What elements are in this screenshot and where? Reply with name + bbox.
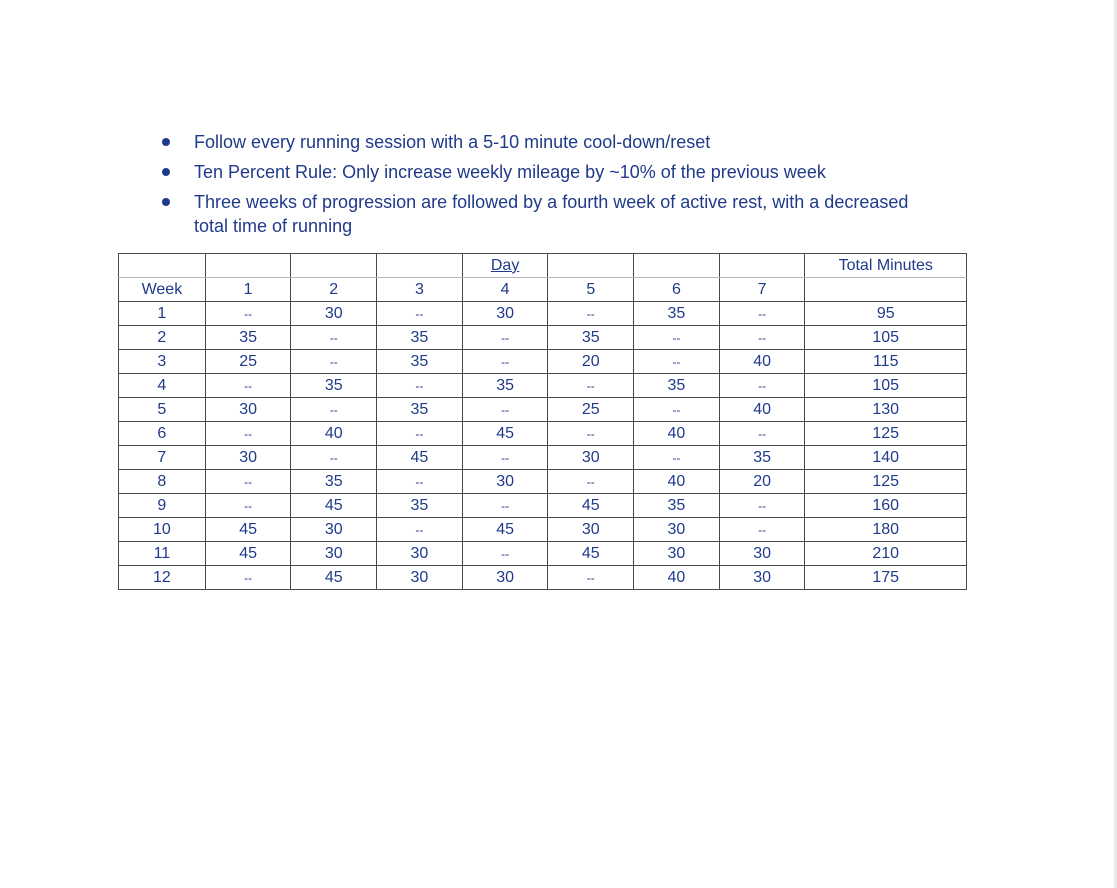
day-minutes-cell: 45 <box>548 542 634 566</box>
day-minutes-cell: -- <box>377 422 463 446</box>
day-minutes-cell: 30 <box>462 470 548 494</box>
day-header-label: Day <box>490 256 520 274</box>
day-minutes-cell: -- <box>719 518 805 542</box>
day-minutes-cell: -- <box>205 566 291 590</box>
header-blank-cell <box>291 254 377 278</box>
table-row <box>119 518 967 542</box>
day-minutes-cell: -- <box>205 374 291 398</box>
day-minutes-cell: 35 <box>377 398 463 422</box>
table-row <box>119 398 967 422</box>
day-minutes-cell: 35 <box>462 374 548 398</box>
day-minutes-cell: 35 <box>291 374 377 398</box>
day-minutes-cell: 30 <box>719 542 805 566</box>
day-minutes-cell: 45 <box>291 494 377 518</box>
total-minutes-cell: 115 <box>805 350 967 374</box>
week-number-cell: 5 <box>119 398 206 422</box>
header-blank-cell <box>719 254 805 278</box>
week-number-cell: 3 <box>119 350 206 374</box>
day-minutes-cell: 35 <box>719 446 805 470</box>
day-minutes-cell: 35 <box>377 494 463 518</box>
day-minutes-cell: 40 <box>291 422 377 446</box>
day-minutes-cell: -- <box>377 374 463 398</box>
day-minutes-cell: 30 <box>291 302 377 326</box>
day-minutes-cell: 45 <box>205 542 291 566</box>
day-minutes-cell: -- <box>205 422 291 446</box>
day-minutes-cell: -- <box>205 470 291 494</box>
header-blank-cell <box>377 254 463 278</box>
day-minutes-cell: -- <box>377 518 463 542</box>
day-minutes-cell: 40 <box>634 422 720 446</box>
day-minutes-cell: -- <box>291 446 377 470</box>
bullet-icon <box>162 168 170 176</box>
day-minutes-cell: -- <box>719 494 805 518</box>
day-minutes-cell: -- <box>462 398 548 422</box>
total-blank-cell <box>805 278 967 302</box>
day-number: 2 <box>291 278 377 302</box>
day-number: 4 <box>462 278 548 302</box>
header-blank-cell <box>548 254 634 278</box>
table-row <box>119 302 967 326</box>
day-minutes-cell: 35 <box>377 326 463 350</box>
day-minutes-cell: -- <box>634 398 720 422</box>
day-minutes-cell: 45 <box>205 518 291 542</box>
day-minutes-cell: -- <box>377 470 463 494</box>
day-minutes-cell: 45 <box>377 446 463 470</box>
header-blank-cell <box>119 254 206 278</box>
day-minutes-cell: -- <box>291 326 377 350</box>
total-minutes-cell: 160 <box>805 494 967 518</box>
day-minutes-cell: -- <box>719 302 805 326</box>
day-minutes-cell: -- <box>548 566 634 590</box>
total-minutes-cell: 175 <box>805 566 967 590</box>
total-minutes-cell: 95 <box>805 302 967 326</box>
day-minutes-cell: -- <box>462 494 548 518</box>
day-minutes-cell: 30 <box>291 542 377 566</box>
day-minutes-cell: -- <box>462 350 548 374</box>
table-row <box>119 422 967 446</box>
day-minutes-cell: 45 <box>462 422 548 446</box>
day-minutes-cell: 35 <box>634 302 720 326</box>
total-minutes-cell: 105 <box>805 374 967 398</box>
day-minutes-cell: 30 <box>377 566 463 590</box>
day-minutes-cell: 25 <box>548 398 634 422</box>
day-minutes-cell: 40 <box>719 398 805 422</box>
guidelines-list <box>160 130 940 244</box>
day-minutes-cell: -- <box>719 422 805 446</box>
day-minutes-cell: 30 <box>634 518 720 542</box>
table-row <box>119 470 967 494</box>
header-blank-cell <box>634 254 720 278</box>
day-minutes-cell: 30 <box>548 446 634 470</box>
day-number: 6 <box>634 278 720 302</box>
day-minutes-cell: 45 <box>291 566 377 590</box>
day-minutes-cell: -- <box>548 470 634 494</box>
week-number-cell: 6 <box>119 422 206 446</box>
day-minutes-cell: 35 <box>548 326 634 350</box>
day-header <box>462 254 548 278</box>
day-minutes-cell: 40 <box>719 350 805 374</box>
day-minutes-cell: 35 <box>377 350 463 374</box>
day-minutes-cell: -- <box>205 494 291 518</box>
guideline-item <box>160 160 940 184</box>
table-header-row <box>119 254 967 278</box>
week-number-cell: 11 <box>119 542 206 566</box>
week-number-cell: 8 <box>119 470 206 494</box>
week-number-cell: 7 <box>119 446 206 470</box>
total-minutes-cell: 105 <box>805 326 967 350</box>
day-minutes-cell: 35 <box>291 470 377 494</box>
guideline-text: Ten Percent Rule: Only increase weekly mileage by ~10% of the previous week <box>194 162 826 182</box>
day-minutes-cell: -- <box>634 446 720 470</box>
day-minutes-cell: 30 <box>377 542 463 566</box>
day-minutes-cell: 40 <box>634 470 720 494</box>
guideline-item <box>160 190 940 238</box>
day-minutes-cell: 45 <box>548 494 634 518</box>
day-minutes-cell: -- <box>291 398 377 422</box>
day-minutes-cell: 35 <box>205 326 291 350</box>
day-minutes-cell: -- <box>634 350 720 374</box>
day-minutes-cell: -- <box>377 302 463 326</box>
table-row <box>119 542 967 566</box>
training-schedule-table <box>118 253 967 590</box>
day-minutes-cell: -- <box>462 446 548 470</box>
day-minutes-cell: -- <box>548 374 634 398</box>
day-minutes-cell: 40 <box>634 566 720 590</box>
day-minutes-cell: 30 <box>462 302 548 326</box>
table-row <box>119 350 967 374</box>
day-minutes-cell: 30 <box>205 398 291 422</box>
day-minutes-cell: 30 <box>634 542 720 566</box>
guideline-text: Three weeks of progression are followed by a fourth week of active rest, with a decreased total time of running <box>194 192 909 236</box>
day-number: 1 <box>205 278 291 302</box>
day-minutes-cell: -- <box>548 422 634 446</box>
week-number-cell: 4 <box>119 374 206 398</box>
day-minutes-cell: 30 <box>548 518 634 542</box>
day-minutes-cell: -- <box>462 326 548 350</box>
total-minutes-cell: 210 <box>805 542 967 566</box>
day-numbers-row <box>119 278 967 302</box>
table-row <box>119 566 967 590</box>
week-header: Week <box>119 278 206 302</box>
day-number: 5 <box>548 278 634 302</box>
table-row <box>119 494 967 518</box>
day-minutes-cell: 35 <box>634 494 720 518</box>
header-blank-cell <box>205 254 291 278</box>
day-minutes-cell: 30 <box>291 518 377 542</box>
bullet-icon <box>162 138 170 146</box>
day-minutes-cell: 45 <box>462 518 548 542</box>
total-minutes-cell: 125 <box>805 470 967 494</box>
table-row <box>119 446 967 470</box>
day-minutes-cell: 35 <box>634 374 720 398</box>
table-row <box>119 326 967 350</box>
total-minutes-cell: 125 <box>805 422 967 446</box>
day-minutes-cell: -- <box>548 302 634 326</box>
total-minutes-cell: 130 <box>805 398 967 422</box>
day-minutes-cell: -- <box>205 302 291 326</box>
guideline-item <box>160 130 940 154</box>
day-minutes-cell: 30 <box>205 446 291 470</box>
day-number: 3 <box>377 278 463 302</box>
guideline-text: Follow every running session with a 5-10 minute cool-down/reset <box>194 132 711 152</box>
day-minutes-cell: -- <box>462 542 548 566</box>
day-minutes-cell: 30 <box>719 566 805 590</box>
week-number-cell: 2 <box>119 326 206 350</box>
day-minutes-cell: -- <box>719 374 805 398</box>
day-minutes-cell: -- <box>719 326 805 350</box>
week-number-cell: 12 <box>119 566 206 590</box>
day-minutes-cell: 20 <box>548 350 634 374</box>
total-minutes-header: Total Minutes <box>805 254 967 278</box>
day-minutes-cell: -- <box>291 350 377 374</box>
day-minutes-cell: 25 <box>205 350 291 374</box>
week-number-cell: 9 <box>119 494 206 518</box>
day-minutes-cell: 30 <box>462 566 548 590</box>
week-number-cell: 1 <box>119 302 206 326</box>
bullet-icon <box>162 198 170 206</box>
day-minutes-cell: 20 <box>719 470 805 494</box>
total-minutes-cell: 180 <box>805 518 967 542</box>
day-minutes-cell: -- <box>634 326 720 350</box>
day-number: 7 <box>719 278 805 302</box>
table-row <box>119 374 967 398</box>
total-minutes-cell: 140 <box>805 446 967 470</box>
week-number-cell: 10 <box>119 518 206 542</box>
